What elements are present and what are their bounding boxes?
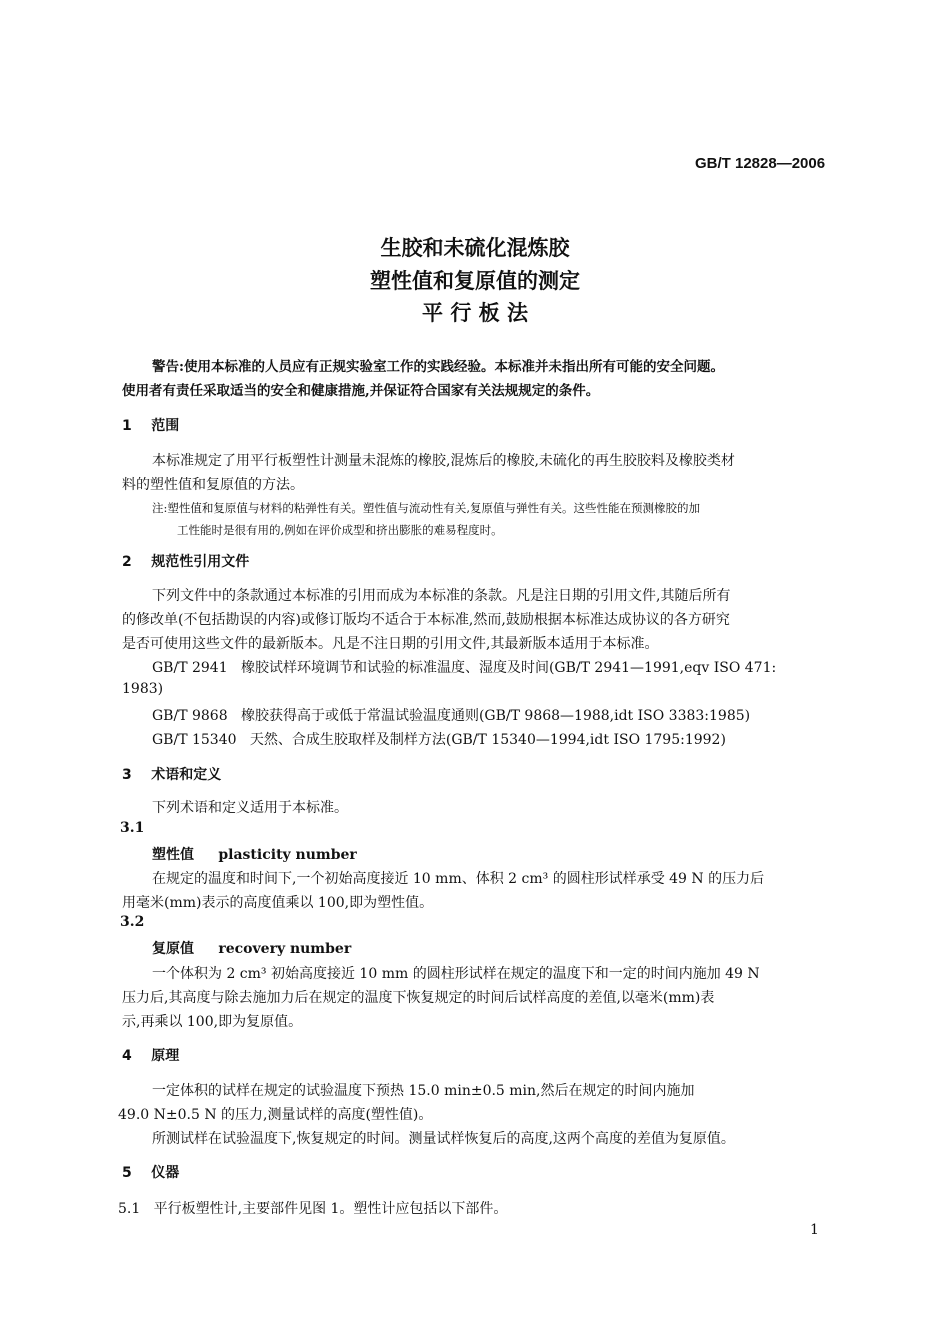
section-title: 术语和定义 xyxy=(151,767,222,783)
section-number: 3 xyxy=(122,767,132,783)
reference-text: 天然、合成生胶取样及制样方法(GB/T 15340—1994,idt ISO 1795:1992) xyxy=(249,732,726,748)
section-title: 原理 xyxy=(151,1048,180,1064)
term-3-1-definition-line-2: 用毫米(mm)表示的高度值乘以 100,即为塑性值。 xyxy=(122,895,434,911)
section-title: 规范性引用文件 xyxy=(151,554,250,570)
subsection-number: 5.1 xyxy=(118,1201,141,1217)
section-title: 范围 xyxy=(151,418,180,434)
subsection-5-1 xyxy=(118,1198,507,1218)
title-line-3: 平 行 板 法 xyxy=(422,301,528,325)
title-line-2: 塑性值和复原值的测定 xyxy=(370,269,580,293)
term-3-2-definition-line-3: 示,再乘以 100,即为复原值。 xyxy=(122,1014,303,1030)
section-number: 5 xyxy=(122,1165,132,1181)
section-1-heading xyxy=(122,415,179,435)
standard-number: GB/T 12828—2006 xyxy=(695,155,826,172)
section-number: 4 xyxy=(122,1048,132,1064)
reference-code: GB/T 9868 xyxy=(152,708,228,724)
reference-1-continuation: 1983) xyxy=(122,681,164,697)
reference-3 xyxy=(152,729,726,749)
s4-paragraph-2: 所测试样在试验温度下,恢复规定的时间。测量试样恢复后的高度,这两个高度的差值为复原值。 xyxy=(152,1131,735,1147)
s3-intro: 下列术语和定义适用于本标准。 xyxy=(152,800,348,816)
reference-code: GB/T 15340 xyxy=(152,732,237,748)
term-3-1-number: 3.1 xyxy=(120,820,145,836)
section-2-heading xyxy=(122,551,249,571)
section-number: 2 xyxy=(122,554,132,570)
section-4-heading xyxy=(122,1045,179,1065)
term-cn: 复原值 xyxy=(152,941,194,957)
reference-2 xyxy=(152,705,750,725)
reference-text: 橡胶获得高于或低于常温试验温度通则(GB/T 9868—1988,idt ISO 3383:1985) xyxy=(240,708,751,724)
s2-paragraph-line-3: 是否可使用这些文件的最新版本。凡是不注日期的引用文件,其最新版本适用于本标准。 xyxy=(122,636,659,652)
term-3-2-heading xyxy=(152,938,351,958)
reference-1 xyxy=(152,657,776,677)
term-3-1-heading xyxy=(152,844,357,864)
reference-text: 橡胶试样环境调节和试验的标准温度、湿度及时间(GB/T 2941—1991,eqv ISO 471: xyxy=(240,660,777,676)
warning-line-1: 警告:使用本标准的人员应有正规实验室工作的实践经验。本标准并未指出所有可能的安全问题。 xyxy=(152,359,724,375)
section-5-heading xyxy=(122,1162,179,1182)
term-3-2-definition-line-1: 一个体积为 2 cm³ 初始高度接近 10 mm 的圆柱形试样在规定的温度下和一定的时间内施加 49 N xyxy=(152,966,760,982)
s2-paragraph-line-1: 下列文件中的条款通过本标准的引用而成为本标准的条款。凡是注日期的引用文件,其随后所有 xyxy=(152,588,731,604)
term-3-2-number: 3.2 xyxy=(120,914,145,930)
warning-line-2: 使用者有责任采取适当的安全和健康措施,并保证符合国家有关法规规定的条件。 xyxy=(122,383,600,399)
s4-paragraph-line-1: 一定体积的试样在规定的试验温度下预热 15.0 min±0.5 min,然后在规定的时间内施加 xyxy=(152,1083,695,1099)
term-3-2-definition-line-2: 压力后,其高度与除去施加力后在规定的温度下恢复规定的时间后试样高度的差值,以毫米(mm)表 xyxy=(122,990,715,1006)
term-en: plasticity number xyxy=(218,847,357,863)
s1-note-line-1: 注:塑性值和复原值与材料的粘弹性有关。塑性值与流动性有关,复原值与弹性有关。这些性能在预测橡胶的加 xyxy=(152,501,701,515)
subsection-text: 平行板塑性计,主要部件见图 1。塑性计应包括以下部件。 xyxy=(153,1201,508,1217)
title-line-1: 生胶和未硫化混炼胶 xyxy=(380,236,570,260)
s1-note-line-2: 工性能时是很有用的,例如在评价成型和挤出膨胀的难易程度时。 xyxy=(177,523,503,537)
section-3-heading xyxy=(122,764,221,784)
page-number: 1 xyxy=(810,1222,819,1238)
section-title: 仪器 xyxy=(151,1165,180,1181)
s4-paragraph-line-2: 49.0 N±0.5 N 的压力,测量试样的高度(塑性值)。 xyxy=(118,1107,433,1123)
term-cn: 塑性值 xyxy=(152,847,194,863)
s2-paragraph-line-2: 的修改单(不包括勘误的内容)或修订版均不适合于本标准,然而,鼓励根据本标准达成协议的各方研究 xyxy=(122,612,730,628)
section-number: 1 xyxy=(122,418,132,434)
s1-paragraph-line-2: 料的塑性值和复原值的方法。 xyxy=(122,477,304,493)
reference-code: GB/T 2941 xyxy=(152,660,228,676)
term-3-1-definition-line-1: 在规定的温度和时间下,一个初始高度接近 10 mm、体积 2 cm³ 的圆柱形试样承受 49 N 的压力后 xyxy=(152,871,765,887)
term-en: recovery number xyxy=(218,941,352,957)
s1-paragraph-line-1: 本标准规定了用平行板塑性计测量未混炼的橡胶,混炼后的橡胶,未硫化的再生胶胶料及橡胶类材 xyxy=(152,453,735,469)
